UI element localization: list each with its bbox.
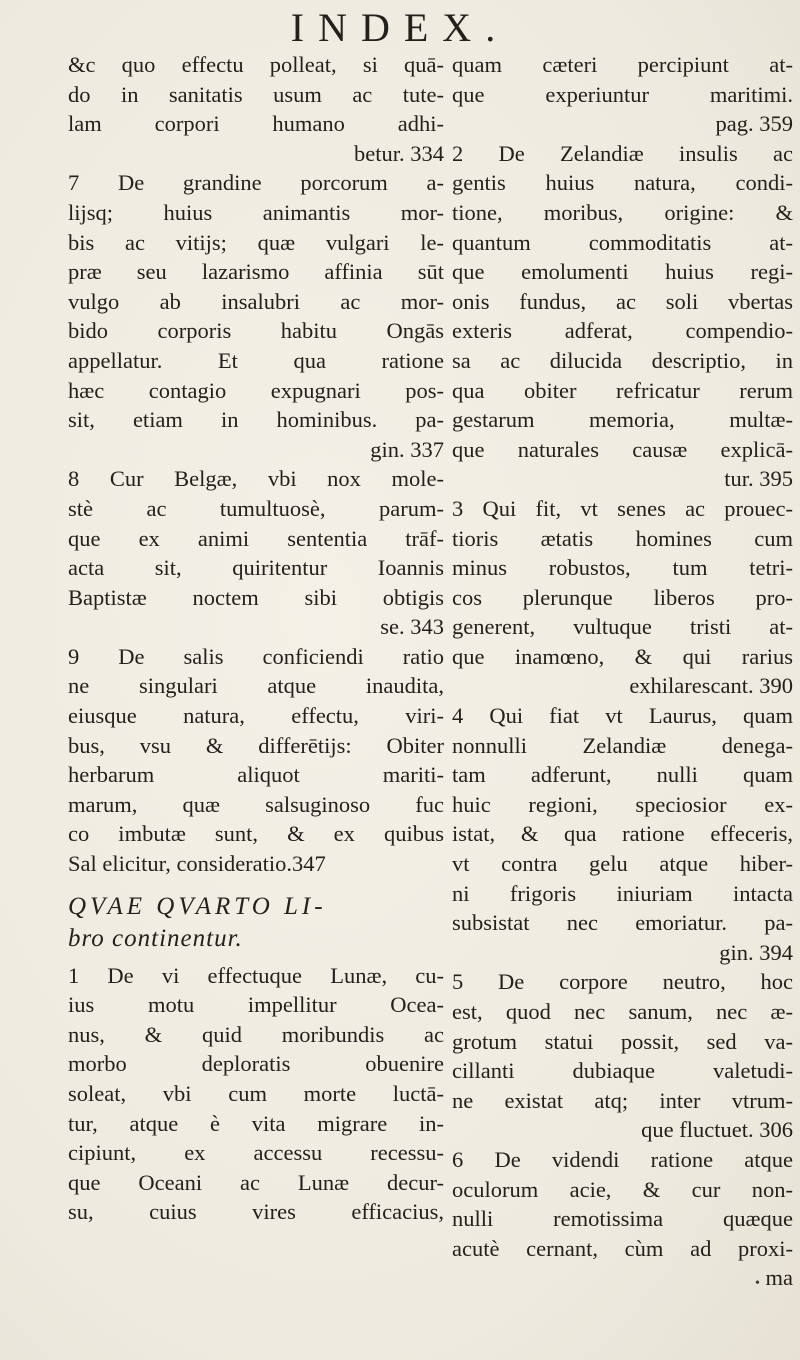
index-line: bus, vsu & differētijs: Obiter	[68, 732, 444, 758]
index-line: exteris adferat, compendio-	[452, 318, 793, 344]
index-line: onis fundus, ac soli vbertas	[452, 288, 793, 314]
index-line: do in sanitatis usum ac tute-	[68, 81, 444, 107]
index-line: bis ac vitijs; quæ vulgari le-	[68, 229, 444, 255]
index-line: gestarum memoria, multæ-	[452, 407, 793, 433]
page-mark: •	[755, 1276, 760, 1291]
index-line: lijsq; huius animantis mor-	[68, 199, 444, 225]
index-line: cos plerunque liberos pro-	[452, 584, 793, 610]
index-line: 7 De grandine porcorum a-	[68, 170, 444, 196]
index-line: ni frigoris iniuriam intacta	[452, 880, 793, 906]
index-line: acta sit, quiritentur Ioannis	[68, 555, 444, 581]
index-line: generent, vultuque tristi at-	[452, 614, 793, 640]
page-header: INDEX.	[290, 5, 510, 50]
left-column-entries-book-four	[68, 961, 444, 1227]
index-line: 2 De Zelandiæ insulis ac	[452, 140, 793, 166]
index-line: stè ac tumultuosè, parum-	[68, 495, 444, 521]
index-line: que ex animi sententia trāf-	[68, 525, 444, 551]
index-line: tur. 395	[724, 466, 793, 492]
index-line: que naturales causæ explicā-	[452, 436, 793, 462]
right-column-entries	[452, 50, 793, 1293]
index-line: gin. 394	[719, 939, 793, 965]
index-line: acutè cernant, cùm ad proxi-	[452, 1235, 793, 1261]
index-line: 8 Cur Belgæ, vbi nox mole-	[68, 466, 444, 492]
index-line: soleat, vbi cum morte luctā-	[68, 1081, 444, 1106]
index-line: vulgo ab insalubri ac mor-	[68, 288, 444, 314]
index-line: ne existat atq; inter vtrum-	[452, 1087, 793, 1113]
index-line: Sal elicitur, consideratio.347	[68, 851, 326, 877]
index-line: est, quod nec sanum, nec æ-	[452, 999, 793, 1024]
index-line: ne singulari atque inaudita,	[68, 673, 444, 699]
index-line: 1 De vi effectuque Lunæ, cu-	[68, 962, 444, 988]
index-line: quam cæteri percipiunt at-	[452, 52, 793, 77]
index-line: 4 Qui fiat vt Laurus, quam	[452, 703, 793, 729]
index-line: 3 Qui fit, vt senes ac prouec-	[452, 495, 793, 521]
index-line: sit, etiam in hominibus. pa-	[68, 407, 444, 433]
index-line: tione, moribus, origine: &	[452, 199, 793, 225]
index-line: su, cuius vires efficacius,	[68, 1199, 444, 1225]
index-line: que Oceani ac Lunæ decur-	[68, 1169, 444, 1195]
index-line: huic regioni, speciosior ex-	[452, 791, 793, 817]
index-line: quantum commoditatis at-	[452, 229, 793, 255]
index-line: &c quo effectu polleat, si quā-	[68, 52, 444, 77]
index-line: tur, atque è vita migrare in-	[68, 1110, 444, 1136]
index-line: appellatur. Et qua ratione	[68, 347, 444, 373]
section-title: QVAE QVARTO LI-	[68, 892, 327, 920]
index-line: pag. 359	[715, 111, 793, 137]
index-line: Baptistæ noctem sibi obtigis	[68, 584, 444, 610]
index-line: morbo deploratis obuenire	[68, 1051, 444, 1077]
index-line: tam adferunt, nulli quam	[452, 762, 793, 788]
index-line: istat, & qua ratione effeceris,	[452, 821, 793, 847]
index-line: hæc contagio expugnari pos-	[68, 377, 444, 403]
index-line: 5 De corpore neutro, hoc	[452, 969, 793, 995]
index-line: ius motu impellitur Ocea-	[68, 992, 444, 1018]
index-line: nulli remotissima quæque	[452, 1206, 793, 1232]
index-line: præ seu lazarismo affinia sūt	[68, 259, 444, 285]
index-line: 9 De salis conficiendi ratio	[68, 643, 444, 669]
index-line: subsistat nec emoriatur. pa-	[452, 910, 793, 936]
index-line: que emolumenti huius regi-	[452, 259, 793, 285]
index-line: que inamœno, & qui rarius	[452, 643, 793, 669]
index-line: herbarum aliquot mariti-	[68, 762, 444, 788]
index-line: ma	[765, 1265, 793, 1291]
index-line: vt contra gelu atque hiber-	[452, 851, 793, 877]
index-line: sa ac dilucida descriptio, in	[452, 347, 793, 373]
index-line: gentis huius natura, condi-	[452, 170, 793, 196]
index-line: 6 De videndi ratione atque	[452, 1146, 793, 1172]
index-line: bido corporis habitu Ongās	[68, 318, 444, 344]
index-line: minus robustos, tum tetri-	[452, 555, 793, 581]
left-column-entries	[68, 50, 444, 879]
index-line: grotum statui possit, sed va-	[452, 1028, 793, 1054]
index-line: tioris ætatis homines cum	[452, 525, 793, 551]
index-line: lam corpori humano adhi-	[68, 111, 444, 137]
index-line: gin. 337	[370, 436, 444, 462]
index-line: que fluctuet. 306	[641, 1117, 793, 1143]
index-line: que experiuntur maritimi.	[452, 81, 793, 107]
index-line: marum, quæ salsuginoso fuc	[68, 791, 444, 817]
section-subtitle: bro continentur.	[68, 924, 243, 952]
index-line: se. 343	[380, 614, 444, 640]
index-line: exhilarescant. 390	[629, 673, 793, 699]
right-column	[452, 50, 793, 1293]
left-column	[68, 50, 444, 1227]
index-line: cipiunt, ex accessu recessu-	[68, 1140, 444, 1166]
index-line: nonnulli Zelandiæ denega-	[452, 732, 793, 758]
index-line: qua obiter refricatur rerum	[452, 377, 793, 403]
index-line: oculorum acie, & cur non-	[452, 1176, 793, 1202]
index-line: betur. 334	[354, 140, 444, 166]
index-line: eiusque natura, effectu, viri-	[68, 703, 444, 729]
index-line: nus, & quid moribundis ac	[68, 1021, 444, 1047]
index-line: co imbutæ sunt, & ex quibus	[68, 821, 444, 847]
index-line: cillanti dubiaque valetudi-	[452, 1058, 793, 1084]
